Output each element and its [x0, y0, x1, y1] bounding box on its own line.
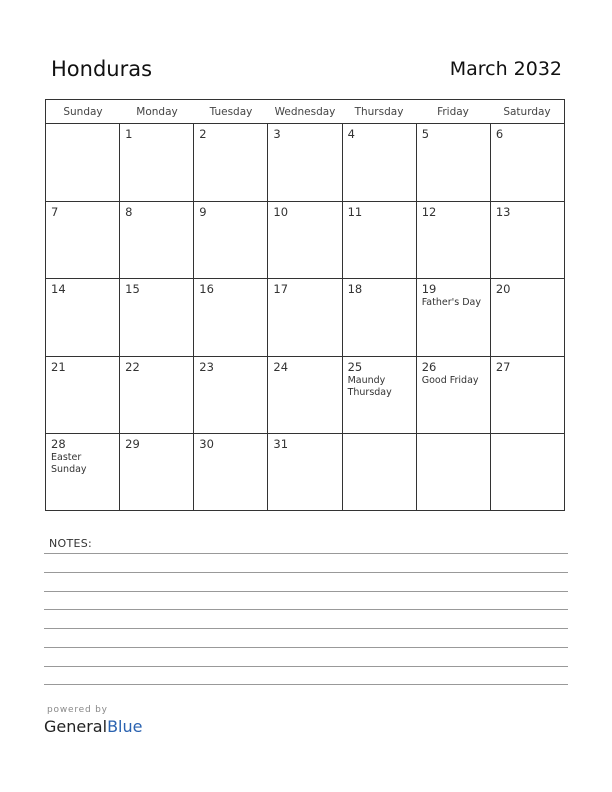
day-cell	[194, 357, 268, 434]
day-cell	[46, 357, 120, 434]
day-number: 20	[495, 282, 511, 297]
day-number: 10	[273, 204, 289, 219]
day-cell	[194, 202, 268, 279]
day-number: 25	[347, 359, 363, 374]
day-cell	[417, 434, 491, 511]
day-number: 18	[347, 282, 363, 297]
notes-label: NOTES:	[49, 537, 93, 550]
week-row	[46, 357, 564, 435]
generalblue-logo	[44, 717, 142, 736]
day-cell	[194, 124, 268, 201]
day-cell	[491, 124, 564, 201]
week-row	[46, 202, 564, 280]
day-number: 1	[125, 127, 133, 141]
day-cell	[120, 434, 194, 511]
day-cell	[194, 434, 268, 511]
day-number: 19	[421, 282, 437, 297]
holiday-label: Easter Sunday	[51, 452, 87, 476]
note-line	[44, 609, 568, 610]
day-cell	[417, 357, 491, 434]
day-number: 15	[125, 282, 140, 297]
weekday-monday: Monday	[136, 106, 178, 118]
calendar-weeks	[46, 124, 564, 511]
day-number: 27	[495, 359, 511, 374]
weekday-wednesday: Wednesday	[274, 106, 336, 118]
day-cell	[120, 124, 194, 201]
day-number: 5	[421, 127, 430, 141]
day-cell	[343, 279, 417, 356]
weekday-thursday: Thursday	[354, 106, 404, 118]
day-cell	[46, 202, 120, 279]
day-number: 4	[347, 127, 355, 141]
holiday-label: Maundy Thursday	[347, 374, 392, 398]
day-cell	[268, 434, 342, 511]
day-cell	[268, 202, 342, 279]
day-cell	[46, 434, 120, 511]
day-cell	[343, 202, 417, 279]
day-number: 11	[347, 204, 363, 219]
day-cell	[268, 279, 342, 356]
day-number: 7	[51, 204, 59, 219]
day-number: 14	[51, 282, 66, 297]
day-cell	[417, 202, 491, 279]
brand-blue: Blue	[107, 717, 143, 736]
day-cell	[268, 357, 342, 434]
day-number: 28	[51, 437, 66, 452]
note-line	[44, 684, 568, 685]
day-cell	[268, 124, 342, 201]
note-line	[44, 572, 568, 573]
weekday-friday: Friday	[437, 106, 469, 118]
day-cell	[491, 357, 564, 434]
day-cell	[343, 124, 417, 201]
day-number: 29	[125, 437, 140, 452]
day-cell	[120, 202, 194, 279]
week-row	[46, 279, 564, 357]
day-cell	[343, 434, 417, 511]
powered-by-text: powered by	[47, 705, 108, 715]
weekday-saturday: Saturday	[503, 106, 551, 118]
brand-general: General	[44, 717, 108, 736]
day-cell	[46, 124, 120, 201]
day-number: 23	[199, 359, 214, 374]
day-cell	[46, 279, 120, 356]
week-row	[46, 434, 564, 511]
day-cell	[417, 279, 491, 356]
holiday-label: Father's Day	[421, 297, 481, 309]
note-line	[44, 553, 568, 554]
day-cell	[417, 124, 491, 201]
weekday-sunday: Sunday	[63, 106, 103, 118]
note-line	[44, 666, 568, 667]
day-number: 8	[125, 204, 133, 219]
day-cell	[491, 434, 564, 511]
day-number: 3	[273, 127, 281, 141]
day-number: 31	[273, 437, 289, 452]
day-number: 13	[495, 204, 511, 219]
day-cell	[343, 357, 417, 434]
weekday-header-row	[46, 100, 564, 124]
day-cell	[491, 279, 564, 356]
week-row	[46, 124, 564, 202]
calendar-grid	[45, 99, 565, 511]
day-cell	[120, 279, 194, 356]
day-number: 26	[421, 359, 437, 374]
note-line	[44, 647, 568, 648]
day-number: 12	[421, 204, 437, 219]
day-number: 22	[125, 359, 140, 374]
month-year-title: March 2032	[449, 58, 562, 80]
day-number: 16	[199, 282, 214, 297]
day-number: 21	[51, 359, 66, 374]
day-number: 6	[495, 127, 504, 141]
day-number: 17	[273, 282, 289, 297]
note-line	[44, 591, 568, 592]
day-cell	[491, 202, 564, 279]
day-number: 24	[273, 359, 289, 374]
day-number: 30	[199, 437, 214, 452]
country-title: Honduras	[51, 57, 153, 81]
day-cell	[194, 279, 268, 356]
note-line	[44, 628, 568, 629]
holiday-label: Good Friday	[421, 374, 479, 386]
day-number: 2	[199, 127, 207, 141]
weekday-tuesday: Tuesday	[209, 106, 253, 118]
day-number: 9	[199, 204, 207, 219]
day-cell	[120, 357, 194, 434]
